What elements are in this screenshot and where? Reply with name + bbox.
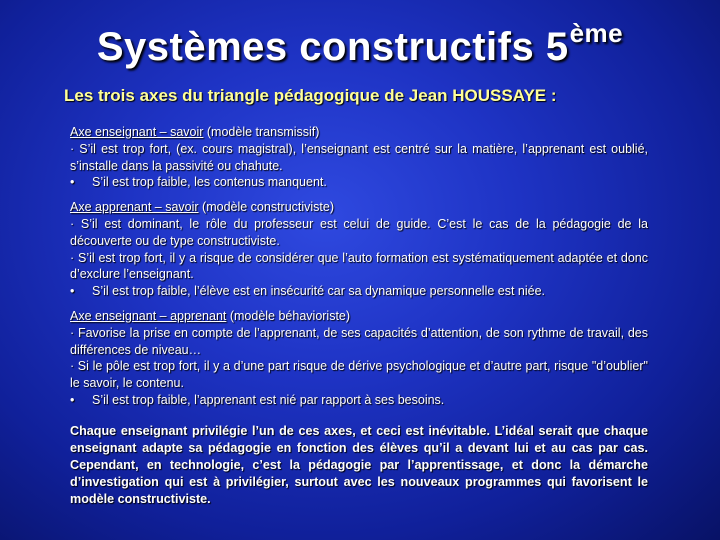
axis-block-teacher-learner <box>70 308 648 409</box>
axis-line: · Favorise la prise en compte de l’apprenant, de ses capacités d’attention, de son rythme de travail, des différences de niveau… <box>70 325 648 357</box>
axis-heading <box>70 199 648 216</box>
axis-bullet-text: S’il est trop faible, les contenus manquent. <box>92 175 327 190</box>
axis-heading-label: Axe apprenant – savoir <box>70 200 199 215</box>
bullet-dot-icon: • <box>70 392 75 407</box>
axis-block-learner-knowledge <box>70 199 648 300</box>
slide-title-superscript: ème <box>569 18 624 48</box>
axis-bullet <box>70 283 648 300</box>
conclusion-paragraph: Chaque enseignant privilégie l’un de ces axes, et ceci est inévitable. L’idéal serait que chaque enseignant adapte sa pédagogie en fonction des élèves qu’il a devant lui et au cas par cas. Cependant, en technologie, c’est la pédagogie par l’apprentissage, et donc la démarche d’investigation qui est à privilégier, surtout avec les nouveaux programmes qui favorisent le modèle constructiviste. <box>70 423 648 506</box>
bullet-dot-icon: • <box>70 175 75 190</box>
axis-heading-label: Axe enseignant – apprenant <box>70 308 227 323</box>
axis-heading-qualifier: (modèle transmissif) <box>203 125 320 139</box>
axis-bullet <box>70 392 648 409</box>
slide-subtitle: Les trois axes du triangle pédagogique de Jean HOUSSAYE : <box>64 86 557 105</box>
axis-heading-qualifier: (modèle béhavioriste) <box>226 308 351 323</box>
bullet-dot-icon: • <box>70 284 75 299</box>
axis-line: · S’il est trop fort, il y a risque de considérer que l’auto formation est systématiquement adaptée et donc d’exclure l’enseignant. <box>70 250 648 282</box>
axis-heading <box>70 124 648 141</box>
axis-bullet <box>70 174 648 191</box>
slide-body <box>70 124 648 520</box>
axis-heading-qualifier: (modèle constructiviste) <box>198 200 335 215</box>
slide-title-text: Systèmes constructifs 5 <box>96 25 569 69</box>
slide-title <box>0 18 720 70</box>
axis-line: · Si le pôle est trop fort, il y a d’une part risque de dérive psychologique et d’autre part, risque "d’oublier" le savoir, le contenu. <box>70 359 648 391</box>
axis-bullet-text: S’il est trop faible, l’élève est en insécurité car sa dynamique personnelle est niée. <box>92 284 546 299</box>
axis-bullet-text: S’il est trop faible, l’apprenant est nié par rapport à ses besoins. <box>92 392 445 407</box>
axis-line: · S’il est dominant, le rôle du professeur est celui de guide. C’est le cas de la pédagogie de la découverte ou de type constructiviste. <box>70 216 648 248</box>
axis-heading <box>70 308 648 325</box>
axis-line: · S’il est trop fort, (ex. cours magistral), l’enseignant est centré sur la matière, l’apprenant est oublié, s’installe dans la passivité ou chahute. <box>70 141 648 173</box>
axis-block-teacher-knowledge <box>70 124 648 191</box>
axis-heading-label: Axe enseignant – savoir <box>70 125 204 139</box>
